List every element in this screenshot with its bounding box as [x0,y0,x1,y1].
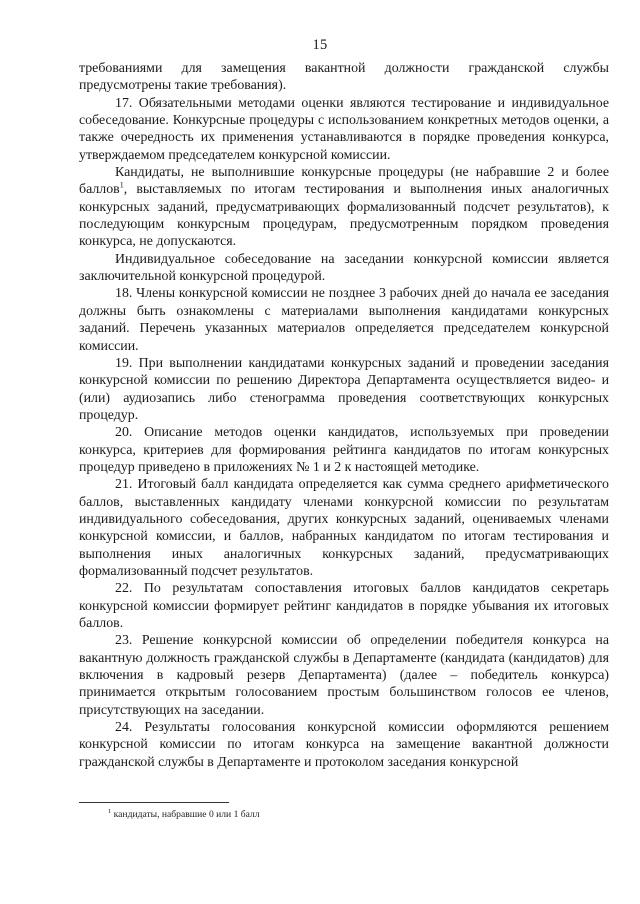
paragraph-interview: Индивидуальное собеседование на заседании конкурсной комиссии является заключительной конкурсной процедурой. [79,251,609,285]
document-body [79,60,609,771]
footnote-marker: 1 [108,807,112,815]
paragraph-21: 21. Итоговый балл кандидата определяется как сумма среднего арифметического баллов, выставленных кандидату членами конкурсной комиссии по результатам индивидуального собеседования, других конкурсных заданий, оцениваемых членами конкурсной комиссии, и баллов, набранных кандидатом по итогам тестирования и выполнения иных аналогичных конкурсных заданий, предусматривающих формализованный подсчет результатов. [79,477,609,579]
paragraph-18: 18. Члены конкурсной комиссии не позднее 3 рабочих дней до начала ее заседания должны быть ознакомлены с материалами выполнения кандидатами конкурсных заданий. Перечень указанных материалов определяется председателем конкурсной комиссии. [79,286,609,354]
paragraph-continuation: требованиями для замещения вакантной должности гражданской службы предусмотрены такие требования). [79,61,609,94]
footnote-separator [79,802,229,803]
paragraph-22: 22. По результатам сопоставления итоговых баллов кандидатов секретарь конкурсной комиссии формирует рейтинг кандидатов в порядке убывания их итоговых баллов. [79,581,609,631]
footnote-text: кандидаты, набравшие 0 или 1 балл [113,809,260,820]
footnote-reference: 1 [119,180,124,190]
paragraph-candidates-text-a: Кандидаты, не выполнившие конкурсные процедуры (не набравшие 2 и более баллов [79,165,609,198]
paragraph-19: 19. При выполнении кандидатами конкурсных заданий и проведении заседания конкурсной комиссии по решению Директора Департамента осуществляется видео- и (или) аудиозапись либо стенограмма проведения соответствующих конкурсных процедур. [79,355,609,423]
paragraph-candidates-text-b: , выставляемых по итогам тестирования и выполнения иных аналогичных конкурсных заданий, предусматривающих формализованный подсчет результатов), к последующим конкурсным процедурам, предусмотренным порядком проведения конкурса, не допускаются. [79,182,609,250]
paragraph-17: 17. Обязательными методами оценки являются тестирование и индивидуальное собеседование. Конкурсные процедуры с использованием конкретных методов оценки, а также очередность их применения устанавливаются в порядке проведения конкурса, утверждаемом председателем конкурсной комиссии. [79,95,609,163]
footnote [108,809,260,821]
paragraph-20: 20. Описание методов оценки кандидатов, используемых при проведении конкурса, критериев для формирования рейтинга кандидатов по итогам конкурсных процедур приведено в приложениях № 1 и 2 к настоящей методике. [79,425,609,475]
page-number: 15 [312,37,328,53]
paragraph-24: 24. Результаты голосования конкурсной комиссии оформляются решением конкурсной комиссии по итогам конкурса на замещение вакантной должности гражданской службы в Департаменте и протоколом заседания конкурсной [79,720,609,770]
paragraph-23: 23. Решение конкурсной комиссии об определении победителя конкурса на вакантную должность гражданской службы в Департаменте (кандидата (кандидатов) для включения в кадровый резерв Департамента) (далее – победитель конкурса) принимается открытым голосованием простым большинством голосов ее членов, присутствующих на заседании. [79,633,609,718]
paragraph-candidates [79,164,609,251]
